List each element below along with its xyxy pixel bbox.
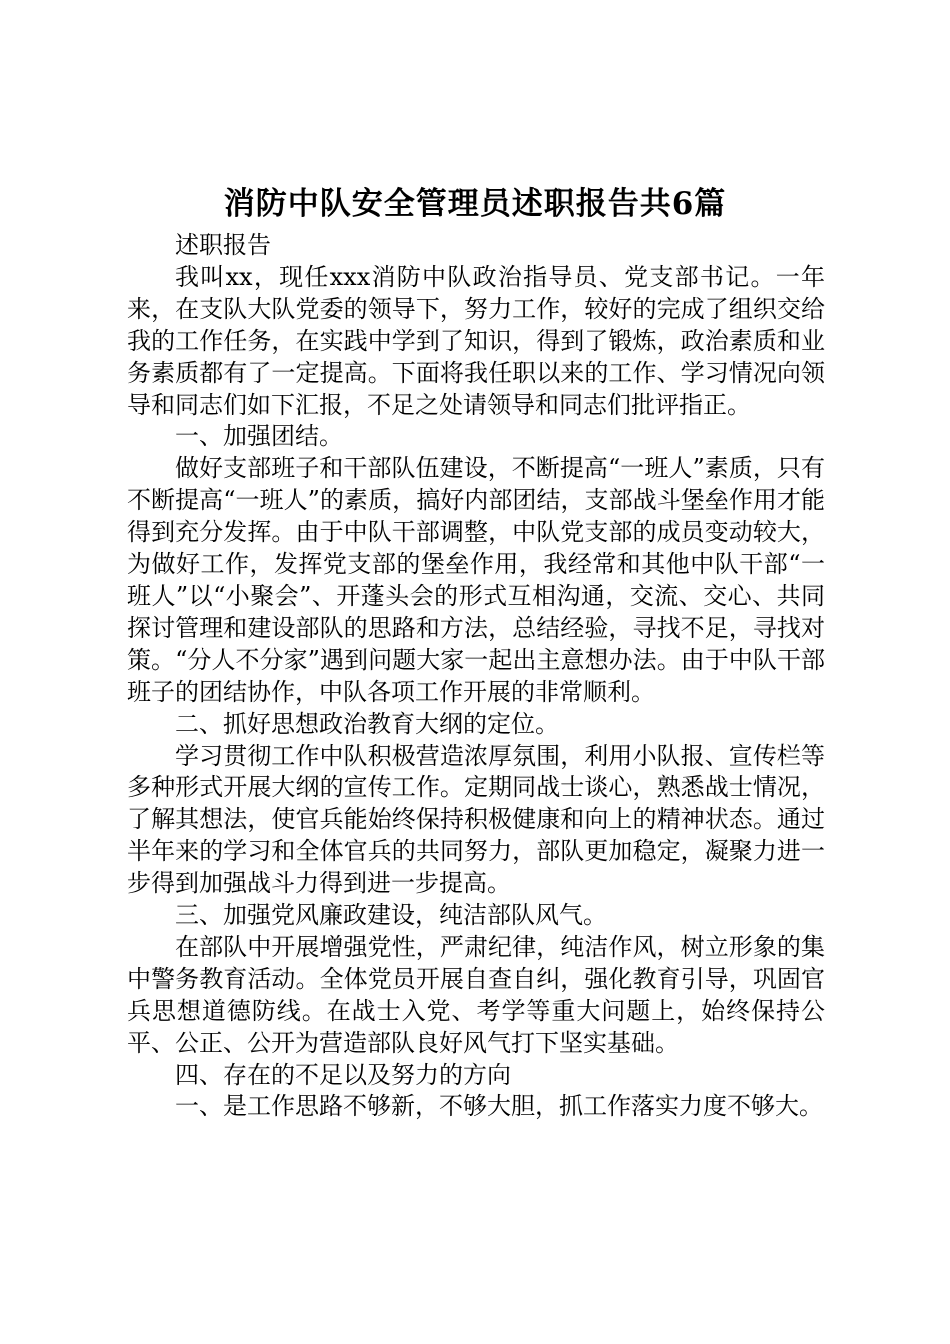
section-heading-1: 一、加强团结。 [175,422,343,451]
paragraph-intro: 我叫xx，现任xxx消防中队政治指导员、党支部书记。一年来，在支队大队党委的领导下，努力工作，较好的完成了组织交给我的工作任务，在实践中学到了知识，得到了锻炼，政治素质和业务素质都有了一定提高。下面将我任职以来的工作、学习情况向领导和同志们如下汇报，不足之处请领导和同志们批评指正。 [127,262,825,419]
paragraph-section-2: 学习贯彻工作中队积极营造浓厚氛围，利用小队报、宣传栏等多种形式开展大纲的宣传工作。定期同战士谈心，熟悉战士情况，了解其想法，使官兵能始终保持积极健康和向上的精神状态。通过半年来的学习和全体官兵的共同努力，部队更加稳定，凝聚力进一步得到加强战斗力得到进一步提高。 [127,741,825,898]
document-body [127,230,825,1123]
paragraph-section-1: 做好支部班子和干部队伍建设，不断提高“一班人”素质，只有不断提高“一班人”的素质，搞好内部团结，支部战斗堡垒作用才能得到充分发挥。由于中队干部调整，中队党支部的成员变动较大，为做好工作，发挥党支部的堡垒作用，我经常和其他中队干部“一班人”以“小聚会”、开蓬头会的形式互相沟通，交流、交心、共同探讨管理和建设部队的思路和方法，总结经验，寻找不足，寻找对策。“分人不分家”遇到问题大家一起出主意想办法。由于中队干部班子的团结协作，中队各项工作开展的非常顺利。 [127,454,825,706]
section-heading-3: 三、加强党风廉政建设，纯洁部队风气。 [175,901,607,930]
section-heading-4: 四、存在的不足以及努力的方向 [175,1060,511,1089]
paragraph-section-4: 一、是工作思路不够新，不够大胆，抓工作落实力度不够大。 [175,1092,823,1121]
section-heading-2: 二、抓好思想政治教育大纲的定位。 [175,709,559,738]
paragraph-heading-report: 述职报告 [175,231,271,259]
document-title: 消防中队安全管理员述职报告共6篇 [223,186,727,222]
paragraph-section-3: 在部队中开展增强党性，严肃纪律，纯洁作风，树立形象的集中警务教育活动。全体党员开展自查自纠，强化教育引导，巩固官兵思想道德防线。在战士入党、考学等重大问题上，始终保持公平、公正、公开为营造部队良好风气打下坚实基础。 [127,932,825,1057]
